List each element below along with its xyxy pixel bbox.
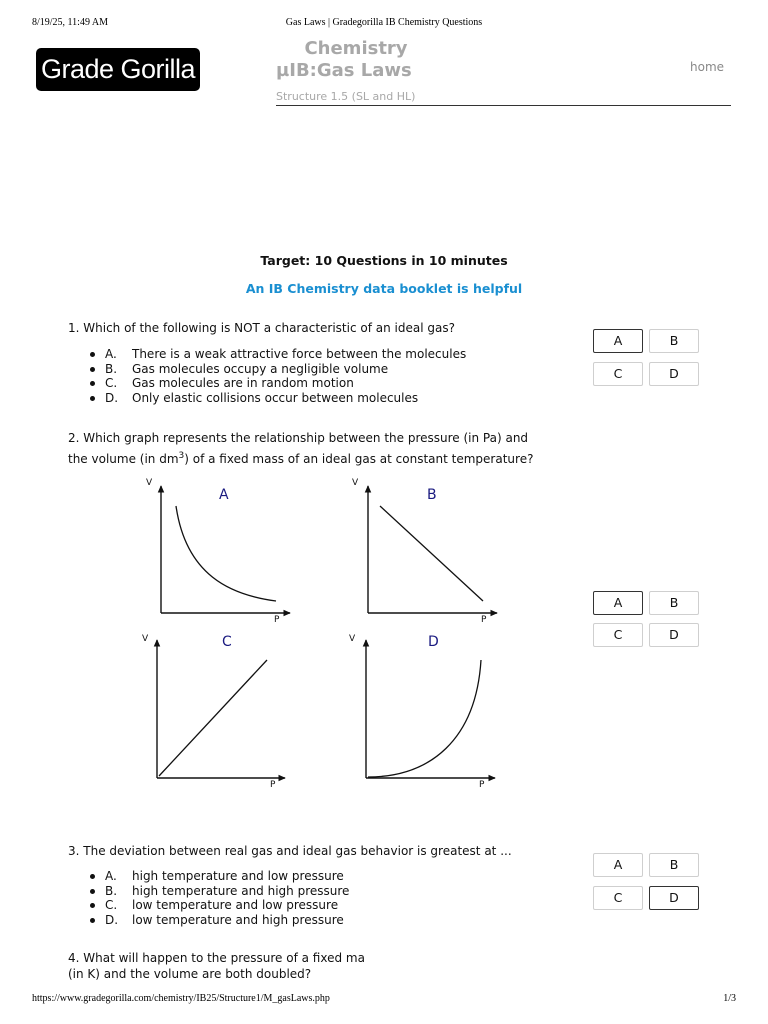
- question-4-line1: 4. What will happen to the pressure of a fixed ma: [68, 951, 365, 965]
- option-text: Only elastic collisions occur between molecules: [132, 390, 419, 405]
- q2-answer-b-button[interactable]: B: [649, 591, 699, 615]
- list-item: [90, 884, 349, 899]
- q1-answer-c-button[interactable]: C: [593, 362, 643, 386]
- graph-a-curve: [176, 506, 276, 601]
- list-item: [90, 869, 349, 884]
- q3-answer-d-button[interactable]: D: [649, 886, 699, 910]
- graph-c-x-axis-label: P: [270, 780, 276, 790]
- print-datetime: 8/19/25, 11:49 AM: [32, 17, 109, 28]
- print-url: https://www.gradegorilla.com/chemistry/IB25/Structure1/M_gasLaws.php: [32, 993, 330, 1004]
- grade-gorilla-logo[interactable]: Grade Gorilla: [36, 48, 200, 91]
- list-item: [90, 898, 349, 913]
- graph-c: [157, 640, 285, 778]
- option-text: high temperature and high pressure: [132, 883, 350, 898]
- q2-answer-d-button[interactable]: D: [649, 623, 699, 647]
- question-2-line2-pre: the volume (in dm: [68, 452, 179, 466]
- option-letter: C.: [105, 898, 118, 912]
- page-title-line2: µIB:Gas Laws: [276, 60, 412, 81]
- booklet-note: An IB Chemistry data booklet is helpful: [245, 281, 523, 296]
- print-page-title: Gas Laws | Gradegorilla IB Chemistry Questions: [285, 17, 483, 28]
- q1-answer-b-button[interactable]: B: [649, 329, 699, 353]
- graph-a-x-axis-label: P: [274, 615, 280, 625]
- question-4-text: [68, 950, 378, 986]
- option-letter: B.: [105, 883, 118, 898]
- graph-b-y-axis-label: V: [352, 478, 359, 488]
- q2-answer-a-button[interactable]: A: [593, 591, 643, 615]
- q3-answer-b-button[interactable]: B: [649, 853, 699, 877]
- question-2-line1: 2. Which graph represents the relationship between the pressure (in Pa) and: [68, 431, 529, 445]
- home-link[interactable]: home: [690, 60, 725, 74]
- q1-answer-d-button[interactable]: D: [649, 362, 699, 386]
- q1-answer-a-button[interactable]: A: [593, 329, 643, 353]
- graph-b: [368, 486, 497, 613]
- graph-b-x-axis-label: P: [481, 615, 487, 625]
- option-text: There is a weak attractive force between the molecules: [132, 347, 467, 361]
- graph-d-y-axis-label: V: [349, 634, 356, 644]
- graph-a: [161, 486, 290, 613]
- graph-d-label: D: [428, 634, 439, 650]
- graph-d-curve: [368, 660, 481, 777]
- target-text: Target: 10 Questions in 10 minutes: [260, 253, 508, 268]
- graph-d-x-axis-label: P: [479, 780, 485, 790]
- option-letter: D.: [105, 390, 119, 405]
- graph-a-y-axis-label: V: [146, 478, 153, 488]
- question-1-text: 1. Which of the following is NOT a characteristic of an ideal gas?: [68, 321, 455, 335]
- q3-answer-c-button[interactable]: C: [593, 886, 643, 910]
- question-3-text: 3. The deviation between real gas and ideal gas behavior is greatest at ...: [68, 844, 512, 858]
- option-text: low temperature and high pressure: [132, 912, 344, 927]
- question-3-options: [90, 869, 349, 927]
- graph-c-y-axis-label: V: [142, 634, 149, 644]
- print-page-number: 1/3: [723, 993, 736, 1004]
- graph-d: [366, 640, 495, 778]
- graph-c-label: C: [222, 634, 232, 650]
- page-subtitle: Structure 1.5 (SL and HL): [276, 90, 416, 103]
- option-text: low temperature and low pressure: [132, 898, 339, 912]
- option-text: Gas molecules occupy a negligible volume: [132, 361, 389, 376]
- option-letter: B.: [105, 361, 118, 376]
- option-letter: A.: [105, 347, 117, 361]
- option-letter: A.: [105, 869, 117, 883]
- option-text: Gas molecules are in random motion: [132, 376, 354, 390]
- graph-a-label: A: [219, 487, 229, 503]
- question-2-superscript: 3: [178, 451, 185, 461]
- list-item: [90, 913, 349, 928]
- graph-c-line: [159, 660, 267, 776]
- question-2-line2-post: ) of a fixed mass of an ideal gas at constant temperature?: [184, 452, 534, 466]
- q3-answer-a-button[interactable]: A: [593, 853, 643, 877]
- page-title-line1: Chemistry: [304, 38, 408, 59]
- option-letter: D.: [105, 912, 119, 927]
- graph-b-label: B: [427, 487, 437, 503]
- option-letter: C.: [105, 376, 118, 390]
- print-footer: [32, 993, 736, 1007]
- question-3-answers: [593, 853, 703, 905]
- question-4-line2: (in K) and the volume are both doubled?: [68, 967, 312, 981]
- q2-answer-c-button[interactable]: C: [593, 623, 643, 647]
- option-text: high temperature and low pressure: [132, 869, 344, 883]
- graph-b-line: [380, 506, 483, 601]
